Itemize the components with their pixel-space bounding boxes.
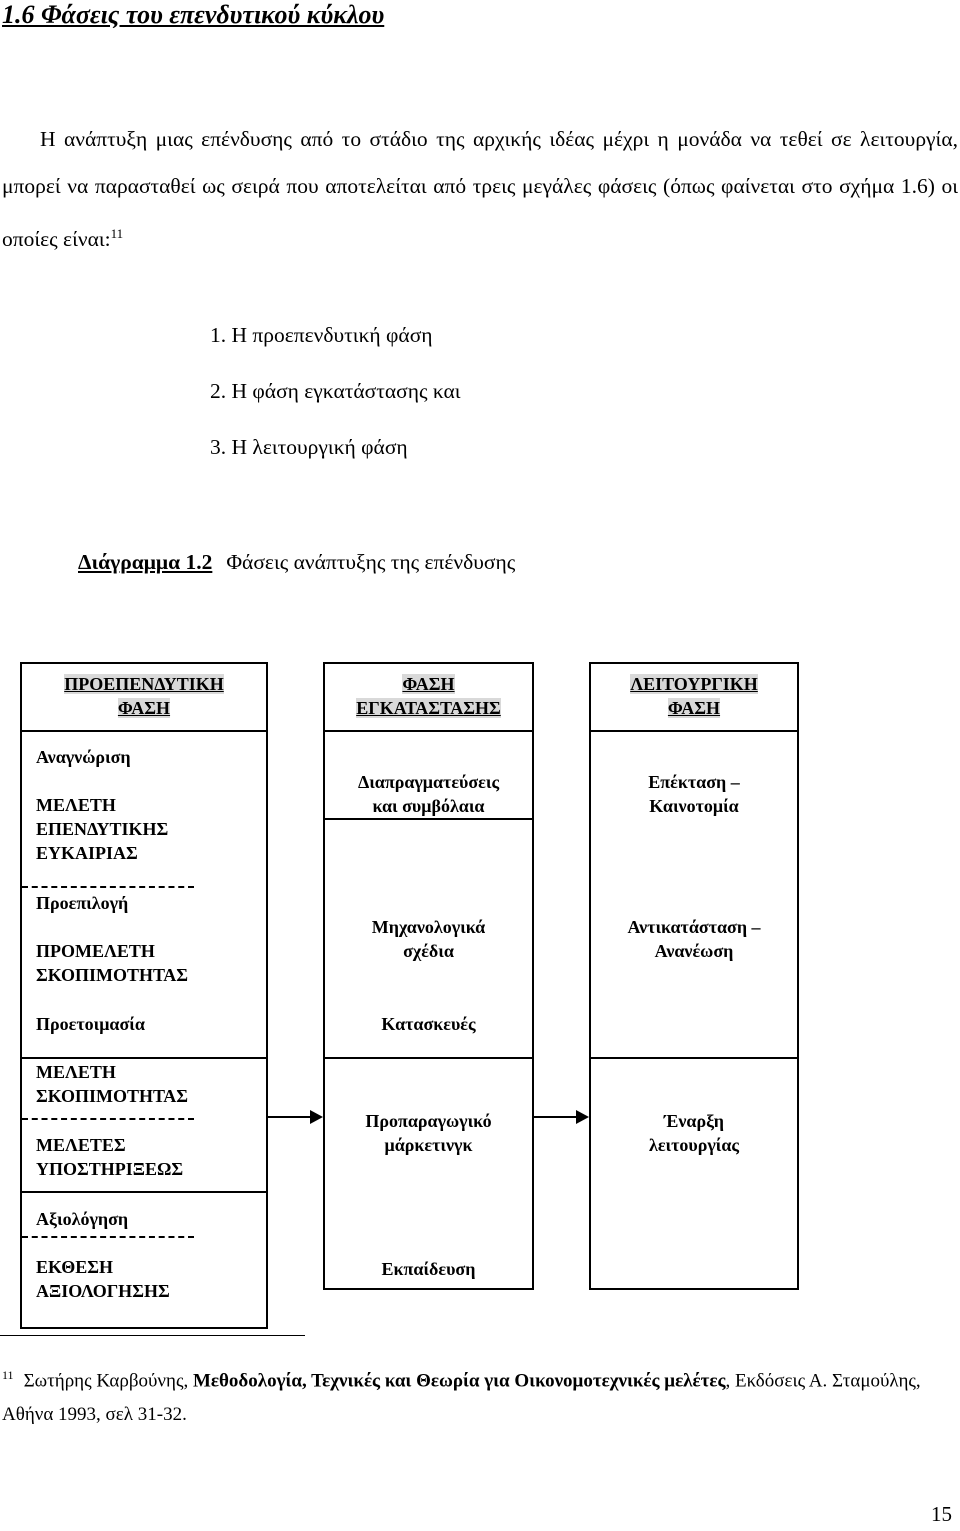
prefeasibility-study	[36, 939, 188, 987]
column-title	[323, 672, 534, 720]
list-item: 2. Η φάση εγκατάστασης και	[210, 379, 461, 403]
column-title-line: ΕΓΚΑΤΑΣΤΑΣΗΣ	[356, 698, 501, 718]
support-studies	[36, 1133, 183, 1181]
diagram-caption-text: Φάσεις ανάπτυξης της επένδυσης	[226, 550, 516, 574]
column-title	[20, 672, 268, 720]
text-line: και συμβόλαια	[372, 796, 485, 816]
text-line: ΣΚΟΠΙΜΟΤΗΤΑΣ	[36, 965, 189, 985]
opportunity-study	[36, 793, 168, 865]
text-line: λειτουργίας	[648, 1135, 740, 1155]
column-title-line: ΠΡΟΕΠΕΝΔΥΤΙΚΗ	[64, 674, 224, 694]
divider	[323, 730, 534, 732]
footnote	[2, 1358, 958, 1432]
column-title	[589, 672, 799, 720]
divider	[20, 1191, 268, 1193]
pre-production-marketing	[323, 1109, 534, 1157]
text-line: μάρκετινγκ	[384, 1135, 473, 1155]
footnote-number: 11	[2, 1368, 14, 1382]
text-line: ΣΚΟΠΙΜΟΤΗΤΑΣ	[36, 1086, 189, 1106]
column-title-line: ΦΑΣΗ	[402, 674, 455, 694]
start-of-operation	[589, 1109, 799, 1157]
text-line: ΑΞΙΟΛΟΓΗΣΗΣ	[36, 1281, 170, 1301]
engineering-drawings	[323, 915, 534, 963]
divider	[20, 1057, 268, 1059]
list-item: 1. Η προεπενδυτική φάση	[210, 323, 433, 347]
stage-preselection: Προεπιλογή	[36, 893, 129, 913]
text-line: ΕΥΚΑΙΡΙΑΣ	[36, 843, 138, 863]
text-line: Διαπραγματεύσεις	[357, 772, 500, 792]
expansion-innovation	[589, 770, 799, 818]
divider	[20, 730, 268, 732]
footnote-rest: , Εκδόσεις Α. Σταμούλης, Αθήνα 1993, σελ 31-32.	[2, 1370, 921, 1426]
footnote-reference[interactable]: 11	[110, 226, 124, 241]
divider	[323, 818, 534, 820]
text-line: σχέδια	[403, 941, 454, 961]
text-line: ΜΕΛΕΤΗ	[36, 1062, 116, 1082]
column-title-line: ΛΕΙΤΟΥΡΓΙΚΗ	[630, 674, 758, 694]
text-line: ΥΠΟΣΤΗΡΙΞΕΩΣ	[36, 1159, 184, 1179]
text-line: Αντικατάσταση –	[627, 917, 761, 937]
dashed-divider	[22, 1236, 194, 1238]
stage-identification: Αναγνώριση	[36, 747, 131, 767]
footnote-author: Σωτήρης Καρβούνης,	[23, 1370, 189, 1392]
footnote-title: Μεθοδολογία, Τεχνικές και Θεωρία για Οικονομοτεχνικές μελέτες	[192, 1370, 726, 1392]
text-line: Καινοτομία	[649, 796, 739, 816]
construction: Κατασκευές	[381, 1014, 476, 1034]
text-line: ΜΕΛΕΤΗ	[36, 795, 116, 815]
text-line: ΕΚΘΕΣΗ	[36, 1257, 114, 1277]
arrow-right-icon	[534, 1109, 590, 1125]
installation-phase-box	[323, 662, 534, 1290]
diagram-caption	[78, 550, 515, 575]
text-line: ΠΡΟΜΕΛΕΤΗ	[36, 941, 155, 961]
diagram-caption-label: Διάγραμμα 1.2	[78, 550, 213, 574]
replacement-renewal	[589, 915, 799, 963]
text-line: Επέκταση –	[648, 772, 740, 792]
dashed-divider	[22, 1118, 194, 1120]
intro-paragraph	[2, 116, 958, 263]
divider	[323, 1057, 534, 1059]
intro-text: Η ανάπτυξη μιας επένδυσης από το στάδιο της αρχικής ιδέας μέχρι η μονάδα να τεθεί σε λειτουργία, μπορεί να παρασταθεί ως σειρά που αποτελείται από τρεις μεγάλες φάσεις (όπως φαίνεται στο σχήμα 1.6) οι οποίες είναι:	[2, 127, 958, 252]
text-line: ΕΠΕΝΔΥΤΙΚΗΣ	[36, 819, 169, 839]
list-item: 3. Η λειτουργική φάση	[210, 435, 408, 459]
footnote-separator	[0, 1335, 305, 1336]
training: Εκπαίδευση	[381, 1259, 476, 1279]
divider	[589, 730, 799, 732]
text-line: ΜΕΛΕΤΕΣ	[36, 1135, 126, 1155]
text-line: Έναρξη	[664, 1111, 724, 1131]
evaluation-report	[36, 1255, 170, 1303]
arrow-right-icon	[268, 1109, 324, 1125]
text-line: Μηχανολογικά	[371, 917, 486, 937]
negotiations-contracts	[323, 770, 534, 818]
stage-preparation: Προετοιμασία	[36, 1014, 145, 1034]
text-line: Προπαραγωγικό	[365, 1111, 492, 1131]
operational-phase-box	[589, 662, 799, 1290]
page-number: 15	[931, 1502, 952, 1526]
column-title-line: ΦΑΣΗ	[117, 698, 171, 718]
text-line: Ανανέωση	[654, 941, 734, 961]
column-title-line: ΦΑΣΗ	[667, 698, 721, 718]
section-heading: 1.6 Φάσεις του επενδυτικού κύκλου	[2, 0, 385, 29]
stage-evaluation: Αξιολόγηση	[36, 1209, 129, 1229]
feasibility-study	[36, 1060, 188, 1108]
dashed-divider	[22, 886, 194, 888]
divider	[589, 1057, 799, 1059]
